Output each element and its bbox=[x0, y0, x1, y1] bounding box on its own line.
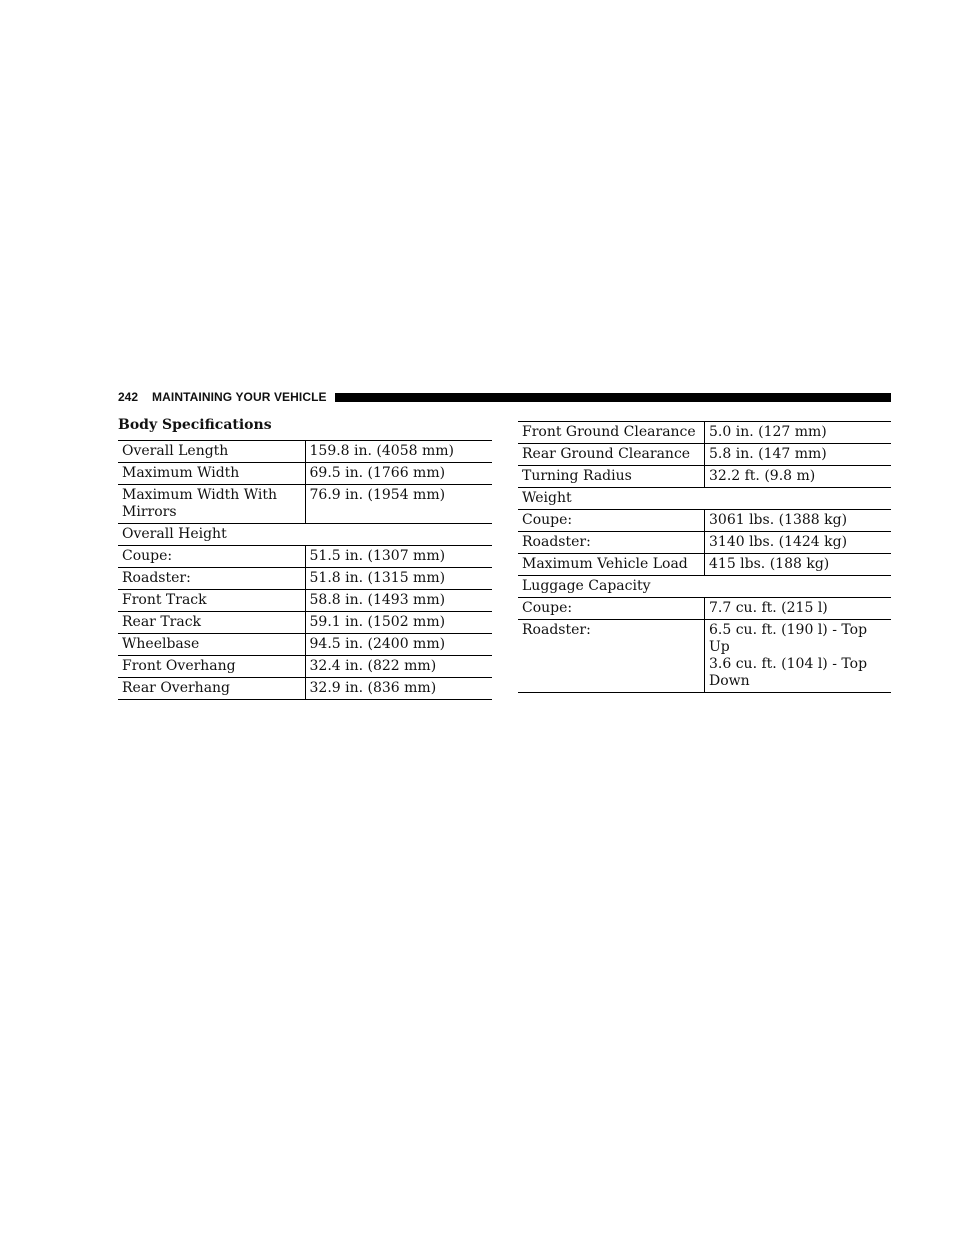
row-value: 76.9 in. (1954 mm) bbox=[305, 485, 492, 524]
table-row bbox=[518, 620, 891, 693]
row-label: Maximum Width With Mirrors bbox=[118, 485, 305, 524]
table-row bbox=[518, 488, 891, 510]
row-label: Maximum Vehicle Load bbox=[518, 554, 705, 576]
row-label: Roadster: bbox=[518, 620, 705, 693]
row-value-multiline bbox=[705, 620, 892, 693]
row-value: 5.0 in. (127 mm) bbox=[705, 422, 892, 444]
table-row bbox=[518, 576, 891, 598]
row-value: 3061 lbs. (1388 kg) bbox=[705, 510, 892, 532]
table-row bbox=[518, 554, 891, 576]
table-row bbox=[518, 598, 891, 620]
row-group-label: Overall Height bbox=[118, 524, 492, 546]
table-row bbox=[118, 463, 492, 485]
row-value: 69.5 in. (1766 mm) bbox=[305, 463, 492, 485]
table-row bbox=[118, 678, 492, 700]
row-label: Rear Track bbox=[118, 612, 305, 634]
row-value: 94.5 in. (2400 mm) bbox=[305, 634, 492, 656]
row-value: 59.1 in. (1502 mm) bbox=[305, 612, 492, 634]
row-label: Coupe: bbox=[518, 598, 705, 620]
row-label: Roadster: bbox=[118, 568, 305, 590]
row-value: 32.4 in. (822 mm) bbox=[305, 656, 492, 678]
table-row bbox=[118, 634, 492, 656]
table-row bbox=[518, 532, 891, 554]
table-row bbox=[518, 466, 891, 488]
row-label: Front Track bbox=[118, 590, 305, 612]
row-value: 5.8 in. (147 mm) bbox=[705, 444, 892, 466]
table-row bbox=[118, 612, 492, 634]
row-label: Rear Overhang bbox=[118, 678, 305, 700]
row-value: 58.8 in. (1493 mm) bbox=[305, 590, 492, 612]
row-group-label: Weight bbox=[518, 488, 891, 510]
table-row bbox=[518, 422, 891, 444]
row-label: Wheelbase bbox=[118, 634, 305, 656]
body-specs-table-left bbox=[118, 440, 492, 700]
row-value: 3140 lbs. (1424 kg) bbox=[705, 532, 892, 554]
table-row bbox=[118, 590, 492, 612]
table-row bbox=[118, 546, 492, 568]
page-header bbox=[118, 389, 891, 405]
row-label: Coupe: bbox=[118, 546, 305, 568]
row-value: 415 lbs. (188 kg) bbox=[705, 554, 892, 576]
table-row bbox=[518, 444, 891, 466]
row-label: Front Ground Clearance bbox=[518, 422, 705, 444]
row-label: Turning Radius bbox=[518, 466, 705, 488]
table-row bbox=[118, 485, 492, 524]
page-number: 242 bbox=[118, 390, 139, 404]
row-label: Front Overhang bbox=[118, 656, 305, 678]
row-value: 51.5 in. (1307 mm) bbox=[305, 546, 492, 568]
row-value: 7.7 cu. ft. (215 l) bbox=[705, 598, 892, 620]
row-value-line: 6.5 cu. ft. (190 l) - Top Up bbox=[709, 622, 868, 655]
row-value: 32.9 in. (836 mm) bbox=[305, 678, 492, 700]
table-row bbox=[518, 510, 891, 532]
row-label: Coupe: bbox=[518, 510, 705, 532]
row-value: 51.8 in. (1315 mm) bbox=[305, 568, 492, 590]
row-value: 159.8 in. (4058 mm) bbox=[305, 441, 492, 463]
table-row bbox=[118, 441, 492, 463]
row-value: 32.2 ft. (9.8 m) bbox=[705, 466, 892, 488]
row-label: Rear Ground Clearance bbox=[518, 444, 705, 466]
row-label: Overall Length bbox=[118, 441, 305, 463]
row-label: Maximum Width bbox=[118, 463, 305, 485]
section-title: MAINTAINING YOUR VEHICLE bbox=[152, 390, 327, 404]
row-value-line: 3.6 cu. ft. (104 l) - Top Down bbox=[709, 656, 868, 689]
table-row bbox=[118, 524, 492, 546]
table-row bbox=[118, 568, 492, 590]
row-group-label: Luggage Capacity bbox=[518, 576, 891, 598]
header-rule-bar bbox=[335, 393, 891, 402]
row-label: Roadster: bbox=[518, 532, 705, 554]
table-row bbox=[118, 656, 492, 678]
table-heading: Body Specifications bbox=[118, 417, 272, 433]
body-specs-table-right bbox=[518, 421, 891, 693]
